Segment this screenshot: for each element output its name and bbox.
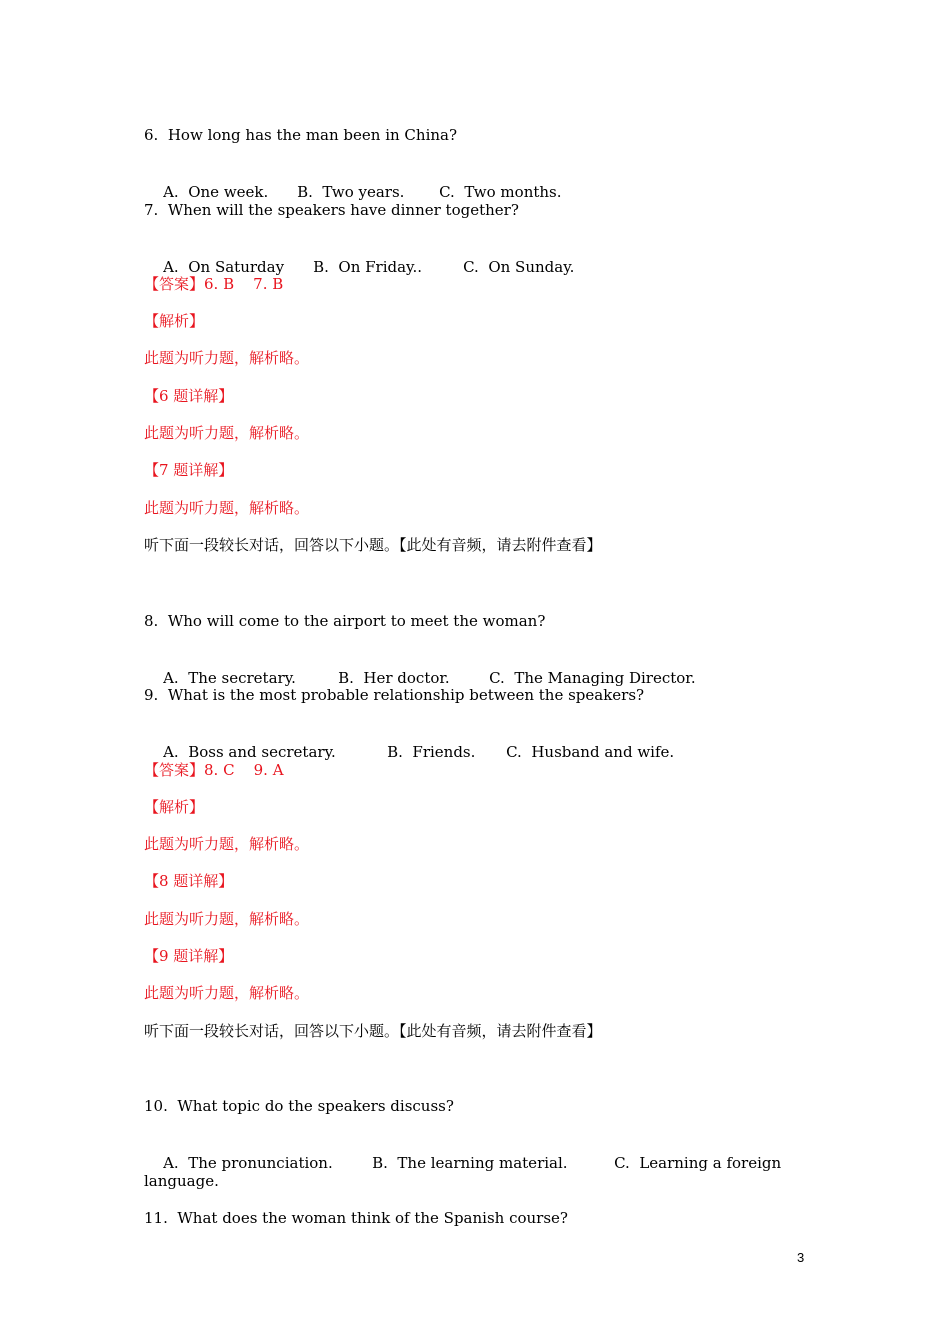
question-10-options	[144, 1133, 781, 1193]
detail-6-heading: 【6 题详解】	[144, 387, 234, 405]
option-c: C. On Sunday.	[463, 258, 575, 276]
option-b: B. Her doctor.	[338, 669, 450, 687]
option-a: A. The secretary.	[163, 669, 296, 687]
option-c: C. Two months.	[439, 183, 562, 201]
answer-8-9: 【答案】8. C 9. A	[144, 761, 284, 779]
option-b: B. Friends.	[387, 743, 476, 761]
listening-instruction: 听下面一段较长对话，回答以下小题。【此处有音频，请去附件查看】	[144, 1022, 602, 1040]
detail-6-text: 此题为听力题，解析略。	[144, 424, 310, 442]
analysis-heading: 【解析】	[144, 312, 205, 330]
detail-7-heading: 【7 题详解】	[144, 461, 234, 479]
option-b: B. The learning material.	[372, 1154, 568, 1172]
option-a: A. One week.	[163, 183, 269, 201]
question-7: 7. When will the speakers have dinner together?	[144, 201, 519, 219]
detail-7-text: 此题为听力题，解析略。	[144, 499, 310, 517]
analysis-text: 此题为听力题，解析略。	[144, 835, 310, 853]
detail-8-heading: 【8 题详解】	[144, 872, 234, 890]
question-9: 9. What is the most probable relationship between the speakers?	[144, 686, 645, 704]
question-8: 8. Who will come to the airport to meet the woman?	[144, 612, 546, 630]
option-b: B. Two years.	[297, 183, 405, 201]
option-a: A. Boss and secretary.	[163, 743, 336, 761]
answer-6-7: 【答案】6. B 7. B	[144, 275, 284, 293]
question-11: 11. What does the woman think of the Spanish course?	[144, 1209, 568, 1227]
option-a: A. On Saturday	[163, 258, 285, 276]
analysis-text: 此题为听力题，解析略。	[144, 349, 310, 367]
option-c: C. Husband and wife.	[506, 743, 675, 761]
listening-instruction: 听下面一段较长对话，回答以下小题。【此处有音频，请去附件查看】	[144, 536, 602, 554]
question-6: 6. How long has the man been in China?	[144, 126, 458, 144]
analysis-heading: 【解析】	[144, 798, 205, 816]
page-number: 3	[797, 1250, 805, 1265]
option-b: B. On Friday..	[313, 258, 423, 276]
question-10: 10. What topic do the speakers discuss?	[144, 1097, 454, 1115]
option-c: C. Learning a foreign	[614, 1154, 782, 1172]
option-c: C. The Managing Director.	[489, 669, 696, 687]
option-a: A. The pronunciation.	[163, 1154, 333, 1172]
detail-8-text: 此题为听力题，解析略。	[144, 910, 310, 928]
detail-9-text: 此题为听力题，解析略。	[144, 984, 310, 1002]
question-10-option-continuation: language.	[144, 1172, 219, 1190]
detail-9-heading: 【9 题详解】	[144, 947, 234, 965]
